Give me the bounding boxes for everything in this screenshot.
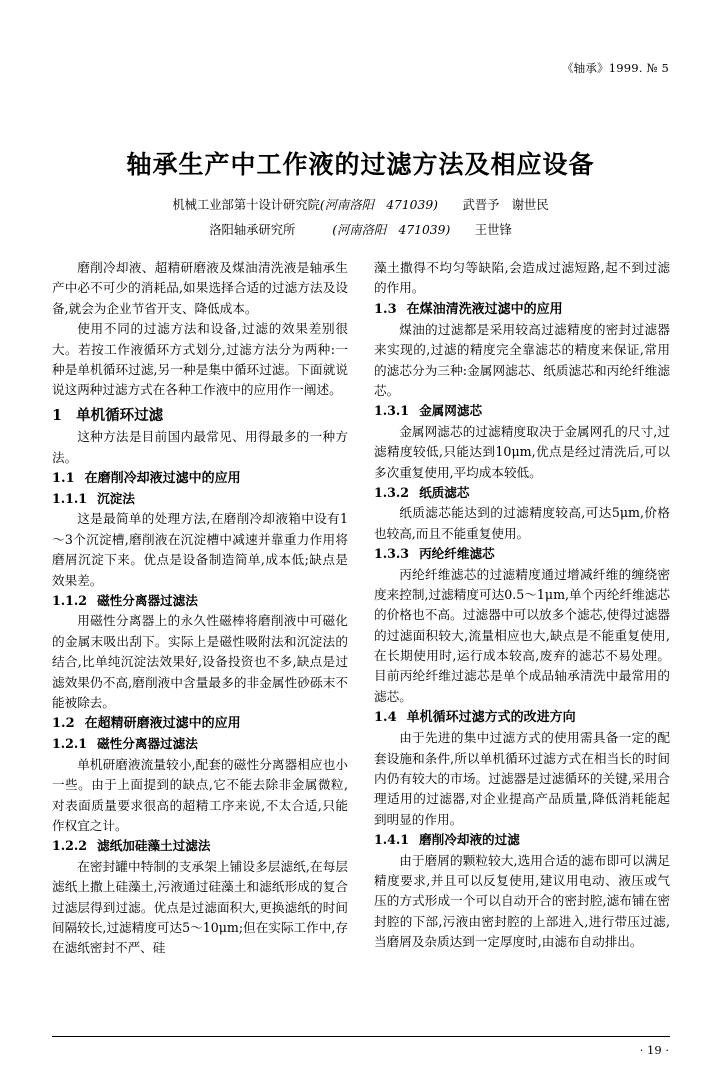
section-title: 金属网滤芯 [419,403,483,419]
section-heading-h2 [52,468,348,489]
paragraph: 在密封罐中特制的支承架上铺设多层滤纸,在每层滤纸上撒上硅藻土,污液通过硅藻土和滤纸形成的复合过滤层得到过滤。优点是过滤面积大,更换滤纸的时间间隔较长,过滤精度可达5～10μm;但在实际工作中,存在滤纸密封不严、硅 [52,858,348,956]
body-columns [52,258,670,959]
paragraph: 藻土撒得不均匀等缺陷,会造成过滤短路,起不到过滤的作用。 [374,260,670,296]
paragraph: 磨削冷却液、超精研磨液及煤油清洗液是轴承生产中必不可少的消耗品,如果选择合适的过滤方法及设备,就会为企业节省开支、降低成本。 [52,260,348,316]
section-title: 纸质滤芯 [419,484,470,500]
section-number: 1.4 [374,710,397,726]
section-number: 1.2 [52,716,75,732]
section-heading-h3 [374,544,670,564]
section-number: 1.2.1 [52,736,88,752]
section-heading-h2 [52,713,348,734]
section-title: 单机循环过滤 [76,406,164,424]
paragraph: 由于先进的集中过滤方式的使用需具备一定的配套设施和条件,所以单机循环过滤方式在相当长的时间内仍有较大的市场。过滤器是过滤循环的关键,采用合理适用的过滤器,对企业提高产品质量,降低消耗能起到明显的作用。 [374,730,670,827]
section-title: 在磨削冷却液过滤中的应用 [84,471,241,486]
author-names: 王世锋 [474,223,512,237]
section-heading-h1 [52,404,348,427]
section-title: 在煤油清洗液过滤中的应用 [406,301,563,317]
footer-rule [52,1036,670,1037]
section-title: 在超精研磨液过滤中的应用 [84,716,241,732]
section-title: 磁性分离器过滤法 [97,593,198,608]
paragraph: 丙纶纤维滤芯的过滤精度通过增减纤维的缠绕密度来控制,过滤精度可达0.5～1μm,单个丙纶纤维滤芯的价格也不高。过滤器中可以放多个滤芯,使得过滤器的过滤面积较大,流量相应也大,缺点是不能重复使用,在长期使用时,运行成本较高,废弃的滤芯不易处理。目前丙纶纤维过滤芯是单个成品轴承清洗中最常用的滤芯。 [374,566,670,704]
affiliation-address: (河南洛阳 471039) [319,198,438,212]
section-title: 磁性分离器过滤法 [97,736,198,752]
paragraph: 金属网滤芯的过滤精度取决于金属网孔的尺寸,过滤精度较低,只能达到10μm,优点是经过清洗后,可以多次重复使用,平均成本较低。 [374,423,670,480]
section-title: 单机循环过滤方式的改进方向 [406,710,576,726]
page-title: 轴承生产中工作液的过滤方法及相应设备 [126,149,595,179]
right-column [374,258,670,959]
section-title: 沉淀法 [97,491,135,507]
section-heading-h3 [374,401,670,421]
section-heading-h3 [52,489,348,509]
section-number: 1.2.2 [52,838,88,854]
journal-reference: 《轴承》1999. № 5 [561,61,669,75]
author-names: 武晋予 谢世民 [462,198,549,212]
section-heading-h2 [374,707,670,728]
paragraph: 纸质滤芯能达到的过滤精度较高,可达5μm,价格也较高,而且不能重复使用。 [374,505,670,541]
paragraph: 单机研磨液流量较小,配套的磁性分离器相应也小一些。由于上面提到的缺点,它不能去除非金属微粒,对表面质量要求很高的超精工序来说,不太合适,只能作权宜之计。 [52,756,348,833]
page-number: · 19 · [639,1043,669,1057]
section-number: 1.1.1 [52,491,88,507]
section-number: 1.3.3 [374,546,410,562]
left-column [52,258,348,959]
section-title: 丙纶纤维滤芯 [419,546,495,562]
section-heading-h3 [374,483,670,503]
section-number: 1.1 [52,471,75,486]
affiliation: 洛阳轴承研究所 [209,223,296,237]
author-line [0,195,721,213]
paragraph: 由于磨屑的颗粒较大,选用合适的滤布即可以满足精度要求,并且可以反复使用,建议用电动、液压或气压的方式形成一个可以自动开合的密封腔,滤布铺在密封腔的下部,污液由密封腔的上部进入,进行带压过滤,当磨屑及杂质达到一定厚度时,由滤布自动排出。 [374,852,670,950]
section-heading-h3 [52,836,348,856]
section-heading-h3 [374,830,670,850]
section-heading-h2 [374,299,670,320]
section-title: 磨削冷却液的过滤 [419,832,520,848]
section-heading-h3 [52,734,348,754]
section-number: 1.3.1 [374,403,410,419]
section-number: 1.3.2 [374,484,410,500]
affiliation: 机械工业部第十设计研究院 [172,198,320,212]
paragraph: 用磁性分离器上的永久性磁棒将磨削液中可磁化的金属末吸出刮下。实际上是磁性吸附法和沉淀法的结合,比单纯沉淀法效果好,设备投资也不多,缺点是过滤效果仍不高,磨削液中含量最多的非金属性砂砾末不能被除去。 [52,613,348,710]
paragraph: 这种方法是目前国内最常见、用得最多的一种方法。 [52,429,348,465]
section-title: 滤纸加硅藻土过滤法 [97,838,211,854]
paragraph: 这是最简单的处理方法,在磨削冷却液箱中设有1～3个沉淀槽,磨削液在沉淀槽中减速并靠重力作用将磨屑沉淀下来。优点是设备制造简单,成本低;缺点是效果差。 [52,511,348,588]
author-block [0,195,721,245]
section-heading-h3 [52,591,348,611]
section-number: 1.3 [374,301,397,317]
affiliation-address: (河南洛阳 471039) [332,223,451,237]
author-line [0,220,721,238]
paragraph: 煤油的过滤都是采用较高过滤精度的密封过滤器来实现的,过滤的精度完全靠滤芯的精度来保证,常用的滤芯分为三种:金属网滤芯、纸质滤芯和丙纶纤维滤芯。 [374,321,670,398]
section-number: 1 [52,406,63,424]
paragraph: 使用不同的过滤方法和设备,过滤的效果差别很大。若按工作液循环方式划分,过滤方法分为两种:一种是单机循环过滤,另一种是集中循环过滤。下面就说说这两种过滤方式在各种工作液中的应用作一阐述。 [52,321,348,398]
section-number: 1.1.2 [52,593,88,608]
section-number: 1.4.1 [374,832,410,848]
